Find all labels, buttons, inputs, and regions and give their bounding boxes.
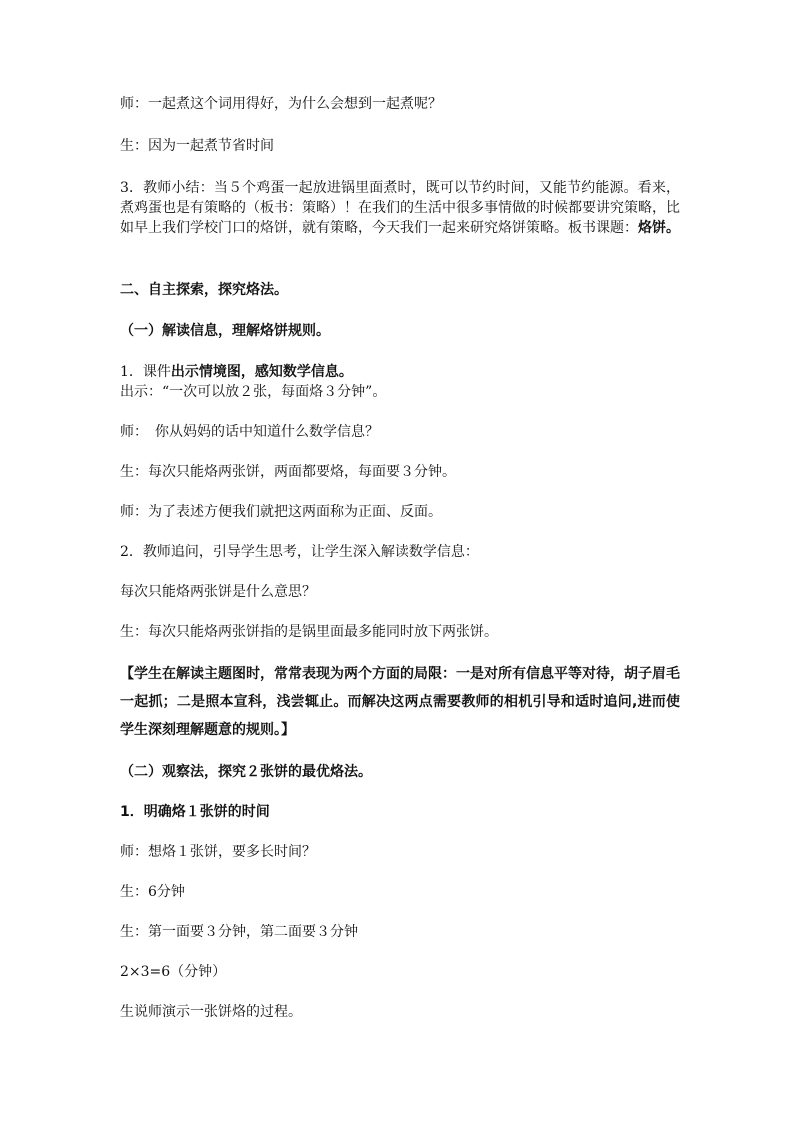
dialogue-line: 生：每次只能烙两张饼指的是锅里面最多能同时放下两张饼。 — [120, 624, 498, 640]
section-heading: 二、自主探索，探究烙法。 — [120, 282, 288, 298]
closing-line: 生说师演示一张饼烙的过程。 — [120, 1004, 302, 1020]
formula-line: 2×3=6（分钟） — [120, 964, 227, 980]
step-line: 2．教师追问，引导学生思考，让学生深入解读数学信息： — [120, 544, 479, 560]
quote-line: 出示：“一次可以放２张，每面烙３分钟”。 — [120, 384, 387, 400]
subsection-heading: （一）解读信息，理解烙饼规则。 — [120, 323, 330, 339]
step-text: 1．课件 — [120, 364, 171, 380]
dialogue-line: 生：每次只能烙两张饼，两面都要烙，每面要３分钟。 — [120, 464, 456, 480]
step-line — [120, 362, 353, 382]
lesson-title: 烙饼。 — [638, 220, 680, 236]
step-heading: 1．明确烙１张饼的时间 — [120, 804, 270, 820]
dialogue-line: 师：想烙１张饼，要多长时间？ — [120, 844, 316, 860]
dialogue-line: 师：为了表述方便我们就把这两面称为正面、反面。 — [120, 504, 442, 520]
dialogue-line: 师： 你从妈妈的话中知道什么数学信息？ — [120, 424, 379, 440]
step-emphasis: 出示情境图，感知数学信息。 — [170, 364, 353, 380]
dialogue-line: 师：一起煮这个词用得好，为什么会想到一起煮呢？ — [120, 96, 442, 112]
dialogue-line: 生：第一面要３分钟，第二面要３分钟 — [120, 924, 358, 940]
teaching-note: 【学生在解读主题图时，常常表现为两个方面的局限：一是对所有信息平等对待，胡子眉毛一起抓；二是照本宣科，浅尝辄止。而解决这两点需要教师的相机引导和适时追问,进而使学生深刻理解题意的规则。】 — [120, 666, 680, 738]
subsection-heading: （二）观察法，探究２张饼的最优烙法。 — [120, 764, 372, 780]
question-line: 每次只能烙两张饼是什么意思？ — [120, 584, 316, 600]
dialogue-line: 生：6分钟 — [120, 884, 185, 900]
summary-paragraph — [120, 178, 680, 238]
dialogue-line: 生：因为一起煮节省时间 — [120, 138, 274, 154]
summary-text: 3．教师小结：当５个鸡蛋一起放进锅里面煮时，既可以节约时间，又能节约能源。看来，煮鸡蛋也是有策略的（板书：策略）！在我们的生活中很多事情做的时候都要讲究策略，比如早上我们学校门口的烙饼，就有策略，今天我们一起来研究烙饼策略。板书课题： — [120, 180, 680, 236]
